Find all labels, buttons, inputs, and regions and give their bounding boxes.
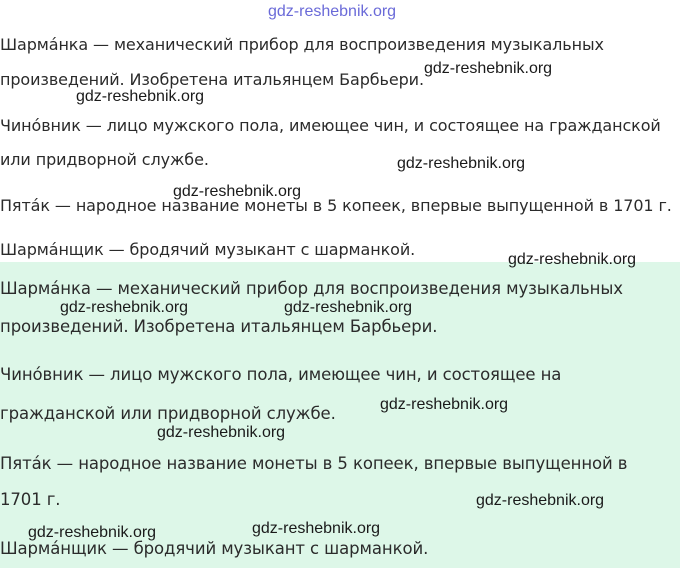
- definition-line-sharmanshchik: Шармáнщик — бродячий музыкант с шарманкой.: [0, 539, 429, 558]
- definition-line-pyatak-2: 1701 г.: [0, 490, 61, 509]
- definition-line-sharmanka-1: Шармáнка — механический прибор для воспроизведения музыкальных: [0, 279, 623, 298]
- definition-line-sharmanka-2: произведений. Изобретена итальянцем Барбьери.: [0, 317, 438, 336]
- watermark-text: gdz-reshebnik.org: [60, 299, 189, 316]
- definition-line-chinovnik-2: или придворной службе.: [0, 150, 209, 169]
- watermark-text: gdz-reshebnik.org: [380, 396, 509, 413]
- definition-line-chinovnik-1: Чинóвник — лицо мужского пола, имеющее чин, и состоящее на: [0, 365, 562, 384]
- definition-line-sharmanshchik: Шармáнщик — бродячий музыкант с шарманкой.: [0, 240, 416, 259]
- definition-line-pyatak: Пятáк — народное название монеты в 5 копеек, впервые выпущенной в 1701 г.: [0, 196, 672, 215]
- plain-definitions-section: [0, 0, 680, 262]
- watermark-text: gdz-reshebnik.org: [173, 183, 302, 200]
- definition-line-sharmanka-2: произведений. Изобретена итальянцем Барбьери.: [0, 70, 424, 89]
- definition-line-sharmanka-1: Шармáнка — механический прибор для воспроизведения музыкальных: [0, 35, 604, 54]
- watermark-text: gdz-reshebnik.org: [268, 3, 397, 20]
- definition-line-chinovnik-1: Чинóвник — лицо мужского пола, имеющее чин, и состоящее на гражданской: [0, 116, 661, 135]
- definition-line-chinovnik-2: гражданской или придворной службе.: [0, 404, 336, 423]
- watermark-text: gdz-reshebnik.org: [76, 88, 205, 105]
- watermark-text: gdz-reshebnik.org: [397, 155, 526, 172]
- watermark-text: gdz-reshebnik.org: [28, 524, 157, 541]
- watermark-text: gdz-reshebnik.org: [476, 492, 605, 509]
- watermark-text: gdz-reshebnik.org: [284, 299, 413, 316]
- definition-line-pyatak-1: Пятáк — народное название монеты в 5 копеек, впервые выпущенной в: [0, 454, 628, 473]
- watermark-text: gdz-reshebnik.org: [508, 251, 637, 268]
- watermark-text: gdz-reshebnik.org: [424, 60, 553, 77]
- watermark-text: gdz-reshebnik.org: [252, 520, 381, 537]
- watermark-text: gdz-reshebnik.org: [157, 424, 286, 441]
